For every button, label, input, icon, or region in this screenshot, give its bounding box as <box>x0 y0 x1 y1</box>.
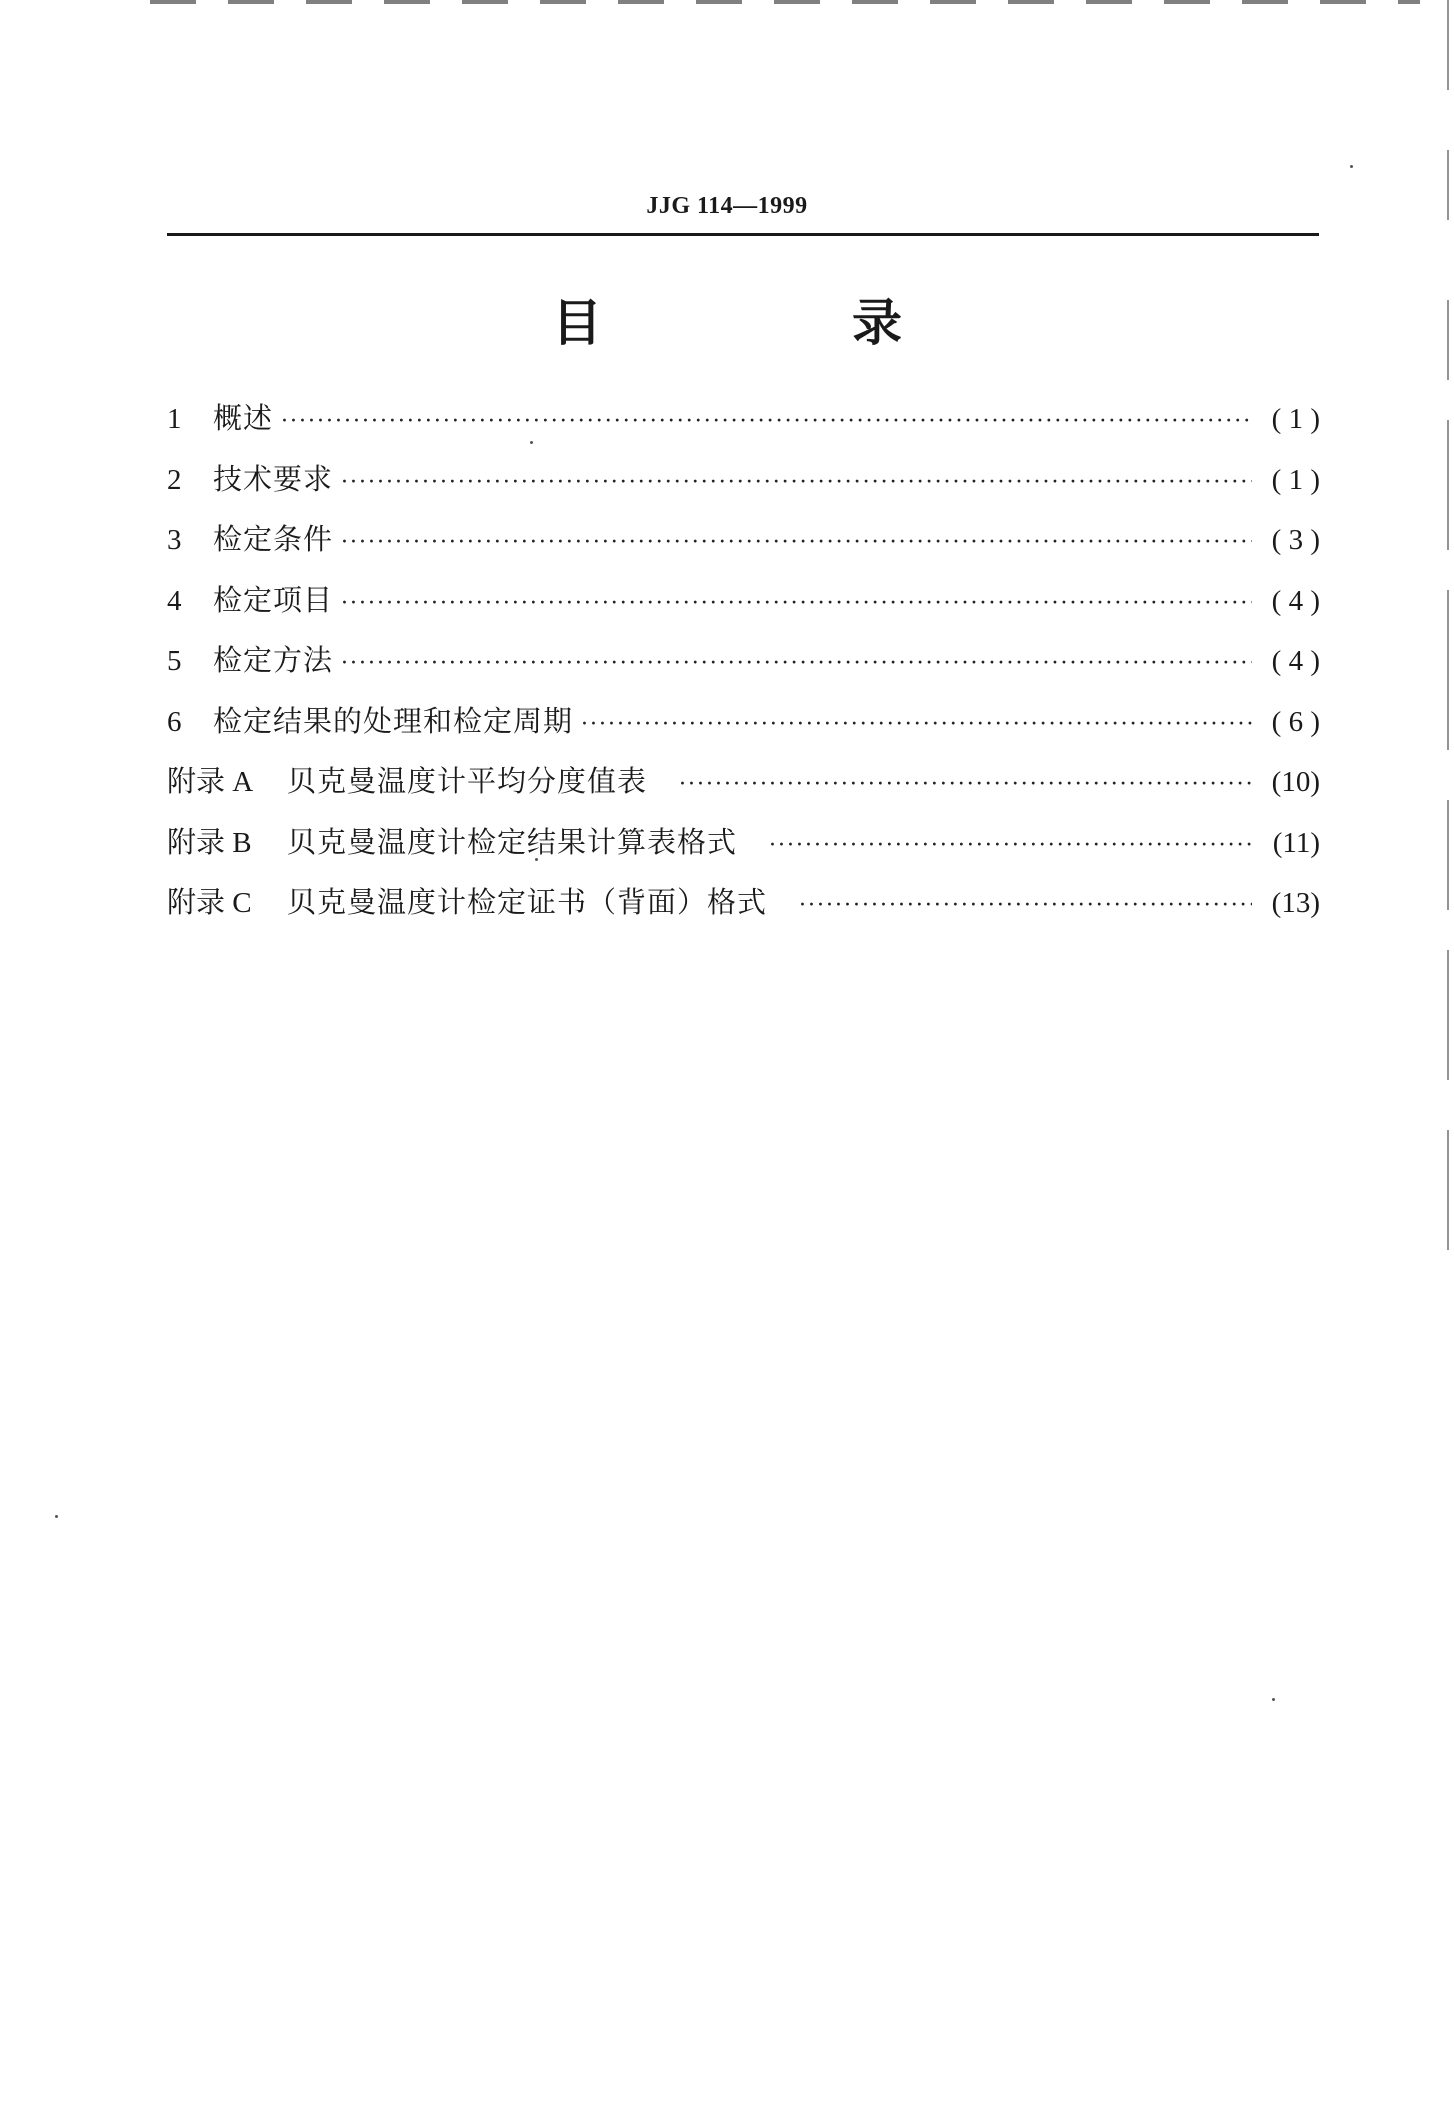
toc-entry[interactable] <box>167 691 1320 752</box>
toc-dot-leader <box>581 695 1252 755</box>
toc-entry[interactable] <box>167 570 1320 631</box>
scan-speck <box>1350 165 1353 168</box>
toc-entry-title: 检定方法 <box>213 643 334 677</box>
toc-entry-page: ( 4 ) <box>1271 645 1320 677</box>
toc-entry-number: 3 <box>167 524 182 556</box>
scan-right-edge-line <box>1447 950 1449 1080</box>
toc-entry[interactable] <box>167 630 1320 691</box>
toc-entry-page: ( 3 ) <box>1271 524 1320 556</box>
toc-entry-number: 1 <box>167 403 182 435</box>
toc-entry-number: 6 <box>167 705 182 738</box>
scan-right-edge-line <box>1447 0 1449 90</box>
scan-right-edge-line <box>1447 1130 1449 1250</box>
toc-entry-title: 检定结果的处理和检定周期 <box>213 703 574 738</box>
scan-right-edge-line <box>1447 420 1449 550</box>
scan-speck <box>1272 1698 1275 1701</box>
toc-entry-page: ( 4 ) <box>1271 584 1320 617</box>
page-title: 目 录 <box>552 294 1002 352</box>
toc-entry-number: 附录 B <box>167 826 252 859</box>
toc-entry-title: 贝克曼温度计检定证书（背面）格式 <box>287 885 768 919</box>
toc-entry[interactable] <box>167 388 1320 449</box>
toc-dot-leader <box>281 392 1252 452</box>
scan-speck <box>55 1515 58 1518</box>
header-rule <box>167 233 1319 236</box>
toc-dot-leader <box>799 876 1252 936</box>
toc-entry-page: ( 1 ) <box>1271 403 1320 435</box>
toc-entry-title: 技术要求 <box>213 461 334 496</box>
toc-dot-leader <box>341 513 1252 573</box>
toc-dot-leader <box>679 755 1252 815</box>
toc-entry-number: 附录 A <box>167 766 254 798</box>
toc-entry-number: 2 <box>167 463 182 496</box>
scan-right-edge-line <box>1447 800 1449 910</box>
toc-entry[interactable] <box>167 509 1320 570</box>
toc-dot-leader <box>341 574 1252 634</box>
toc-dot-leader <box>341 453 1252 513</box>
scan-top-border <box>150 0 1420 4</box>
table-of-contents <box>167 388 1320 933</box>
toc-entry-appendix[interactable] <box>167 872 1320 933</box>
toc-entry-number: 4 <box>167 584 182 617</box>
toc-dot-leader <box>769 816 1252 876</box>
toc-entry-page: (13) <box>1271 887 1320 919</box>
toc-entry[interactable] <box>167 449 1320 510</box>
toc-entry-appendix[interactable] <box>167 812 1320 873</box>
toc-entry-title: 检定项目 <box>213 582 334 617</box>
toc-entry-title: 贝克曼温度计平均分度值表 <box>287 764 648 798</box>
toc-entry-number: 附录 C <box>167 887 252 919</box>
toc-entry-number: 5 <box>167 645 182 677</box>
toc-entry-page: ( 6 ) <box>1271 705 1320 738</box>
toc-entry-page: ( 1 ) <box>1271 463 1320 496</box>
toc-entry-page: (11) <box>1272 826 1320 859</box>
toc-entry-title: 贝克曼温度计检定结果计算表格式 <box>287 824 738 859</box>
toc-dot-leader <box>341 634 1252 694</box>
scan-right-edge-line <box>1447 590 1449 750</box>
toc-entry-page: (10) <box>1271 766 1320 798</box>
standard-code-header: JJG 114—1999 <box>646 193 808 219</box>
toc-entry-appendix[interactable] <box>167 751 1320 812</box>
toc-entry-title: 检定条件 <box>213 522 334 556</box>
toc-entry-title: 概述 <box>213 401 274 435</box>
